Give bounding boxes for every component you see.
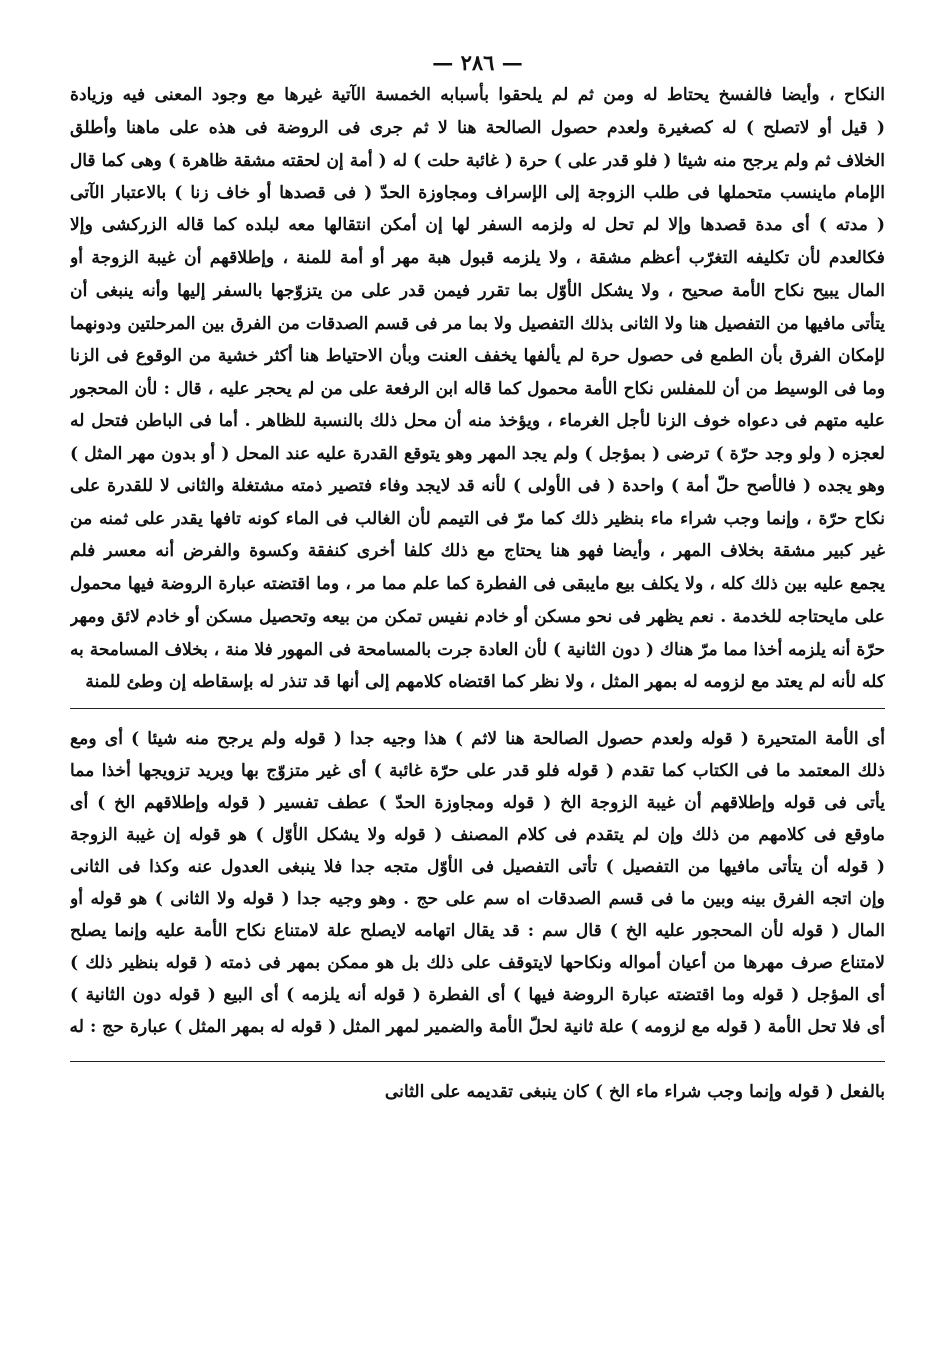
commentary-line: لامتناع صرف مهرها من أعيان أمواله ونكاحها لايتوقف على ذلك بل هو ممكن بمهر فى ذمته ( قوله بنظير ذلك )	[70, 953, 885, 974]
main-text-line: ( مدته ) أى مدة قصدها وإلا لم تحل له ولزمه السفر لها إن أمكن انتقالها معه لبلده كما قاله الزركشى وإلا	[70, 215, 885, 236]
commentary-line: ذلك المعتمد ما فى الكتاب كما تقدم ( قوله فلو قدر على حرّة غائبة ) أى غير متزوّج بها ويريد تزويجها أخذا مما	[70, 761, 885, 782]
footnote-divider	[70, 1061, 885, 1062]
main-text-line: النكاح ، وأيضا فالفسخ يحتاط له ومن ثم لم يلحقوا بأسبابه الخمسة الآتية غيرها مع وجود المعنى فيه وزيادة	[70, 85, 885, 105]
main-text	[70, 79, 885, 698]
commentary-line: المال ( قوله لأن المحجور عليه الخ ) قال سم : قد يقال اتهامه لايصلح علة لامتناع نكاح الأمة عليه وإنما يصلح	[70, 921, 885, 942]
commentary-line: أى فلا تحل الأمة ( قوله مع لزومه ) علة ثانية لحلّ الأمة والضمير لمهر المثل ( قوله له بمهر المثل ) عبارة حج : له	[70, 1017, 885, 1038]
footnote-line: بالفعل ( قوله وإنما وجب شراء ماء الخ ) كان ينبغى تقديمه على الثانى	[384, 1082, 885, 1103]
main-text-line: لعجزه ( ولو وجد حرّة ) ترضى ( بمؤجل ) ولم يجد المهر وهو يتوقع القدرة عليه عند المحل ( أو بدون مهر المثل )	[70, 443, 885, 464]
main-text-line: ( قيل أو لاتصلح ) له كصغيرة ولعدم حصول الصالحة هنا لا ثم جرى فى الروضة فى هذه على ماهنا وأطلق	[70, 117, 885, 138]
main-text-line: حرّة أنه يلزمه أخذا مما مرّ هناك ( دون الثانية ) لأن العادة جرت بالمسامحة فى المهور فلا منة ، بخلاف المسامحة به	[70, 639, 885, 660]
commentary-line: يأتى فى قوله وإطلاقهم أن غيبة الزوجة الخ ( قوله ومجاوزة الحدّ ) عطف تفسير ( قوله وإطلاقهم الخ ) أى	[70, 793, 885, 814]
main-text-line: كله لأنه لم يعتد مع لزومه له بمهر المثل ، ولا نظر كما اقتضاه كلامهم إلى أنها قد تنذر له بإسقاطه إن وطئ للمنة	[85, 671, 885, 692]
main-text-line: عليه متهم فى دعواه خوف الزنا لأجل الغرماء ، ويؤخذ منه أن محل ذلك بالنسبة للظاهر . أما فى الباطن فتحل له	[70, 410, 885, 431]
footnote	[70, 1076, 885, 1108]
main-text-line: نكاح حرّة ، وإنما وجب شراء ماء بنظير ذلك كما مرّ فى التيمم لأن الغالب فى الماء كونه تافها يقدر على ثمنه من	[70, 508, 885, 529]
main-text-line: وهو يجده ( فالأصح حلّ أمة ) واحدة ( فى الأولى ) لأنه قد لايجد وفاء فتصير ذمته مشتغلة والثانى لا للقدرة على	[70, 476, 885, 497]
section-divider	[70, 708, 885, 709]
main-text-line: المال يبيح نكاح الأمة صحيح ، ولا يشكل الأوّل بما تقرر فيمن قدر على من يتزوّجها بالسفر إليها وأنه ينبغى أن	[70, 280, 885, 301]
commentary-line: أى المؤجل ( قوله وما اقتضته عبارة الروضة فيها ) أى الفطرة ( قوله أنه يلزمه ) أى البيع ( قوله دون الثانية )	[70, 985, 885, 1006]
main-text-line: على مايحتاجه للخدمة . نعم يظهر فى نحو مسكن أو خادم نفيس تمكن من بيعه وتحصيل مسكن أو خادم لائق ومهر	[70, 606, 885, 627]
book-page	[70, 50, 885, 1108]
main-text-line: الخلاف ثم ولم يرجح منه شيئا ( فلو قدر على ) حرة ( غائبة حلت ) له ( أمة إن لحقته مشقة ظاهرة ) وهى كما قال	[70, 150, 885, 171]
main-text-line: يجمع عليه بين ذلك كله ، ولا يكلف بيع مايبقى فى الفطرة كما علم مما مر ، وما اقتضته عبارة الروضة فيها محمول	[70, 573, 885, 594]
commentary-line: أى الأمة المتحيرة ( قوله ولعدم حصول الصالحة هنا لاثم ) هذا وجيه جدا ( قوله ولم يرجح منه شيئا ) أى ومع	[70, 729, 885, 750]
main-text-line: فكالعدم لأن تكليفه التغرّب أعظم مشقة ، ولا يلزمه قبول هبة مهر أو أمة للمنة ، وإطلاقهم أن غيبة الزوجة أو	[70, 247, 885, 268]
main-text-line: وما فى الوسيط من أن للمفلس نكاح الأمة محمول كما قاله ابن الرفعة على من لم يحجر عليه ، قال : لأن المحجور	[70, 378, 885, 399]
commentary-line: ماوقع فى كلامهم من ذلك وإن لم يتقدم فى كلام المصنف ( قوله ولا يشكل الأوّل ) هو قوله إن غيبة الزوجة	[70, 825, 885, 846]
main-text-line: لإمكان الفرق بأن الطمع فى حصول حرة لم يألفها يخفف العنت وبأن الاحتياط هنا أكثر خشية من الوقوع فى الزنا	[70, 345, 885, 366]
main-text-line: الإمام ماينسب متحملها فى طلب الزوجة إلى الإسراف ومجاوزة الحدّ ( فى قصدها أو خاف زنا ) بالاعتبار الآتى	[70, 182, 885, 203]
page-number: — ٢٨٦ —	[432, 50, 523, 75]
commentary-line: وإن اتجه الفرق بينه وبين ما فى قسم الصدقات اه سم على حج . وهو وجيه جدا ( قوله ولا الثانى ) هو قوله أو	[70, 889, 885, 910]
commentary-line: ( قوله أن يتأتى مافيها من التفصيل ) تأتى التفصيل فى الأوّل متجه جدا فلا ينبغى العدول عنه وكذا فى الثانى	[70, 857, 885, 878]
main-text-line: غير كبير مشقة بخلاف المهر ، وأيضا فهو هنا يحتاج مع ذلك كلفا أخرى كنفقة وكسوة والفرض أنه معسر فلم	[70, 541, 885, 562]
main-text-line: يتأتى مافيها من التفصيل هنا ولا الثانى بذلك التفصيل ولا بما مر فى قسم الصدقات من الفرق بين المرحلتين ودونهما	[70, 313, 885, 334]
commentary-notes	[70, 723, 885, 1043]
